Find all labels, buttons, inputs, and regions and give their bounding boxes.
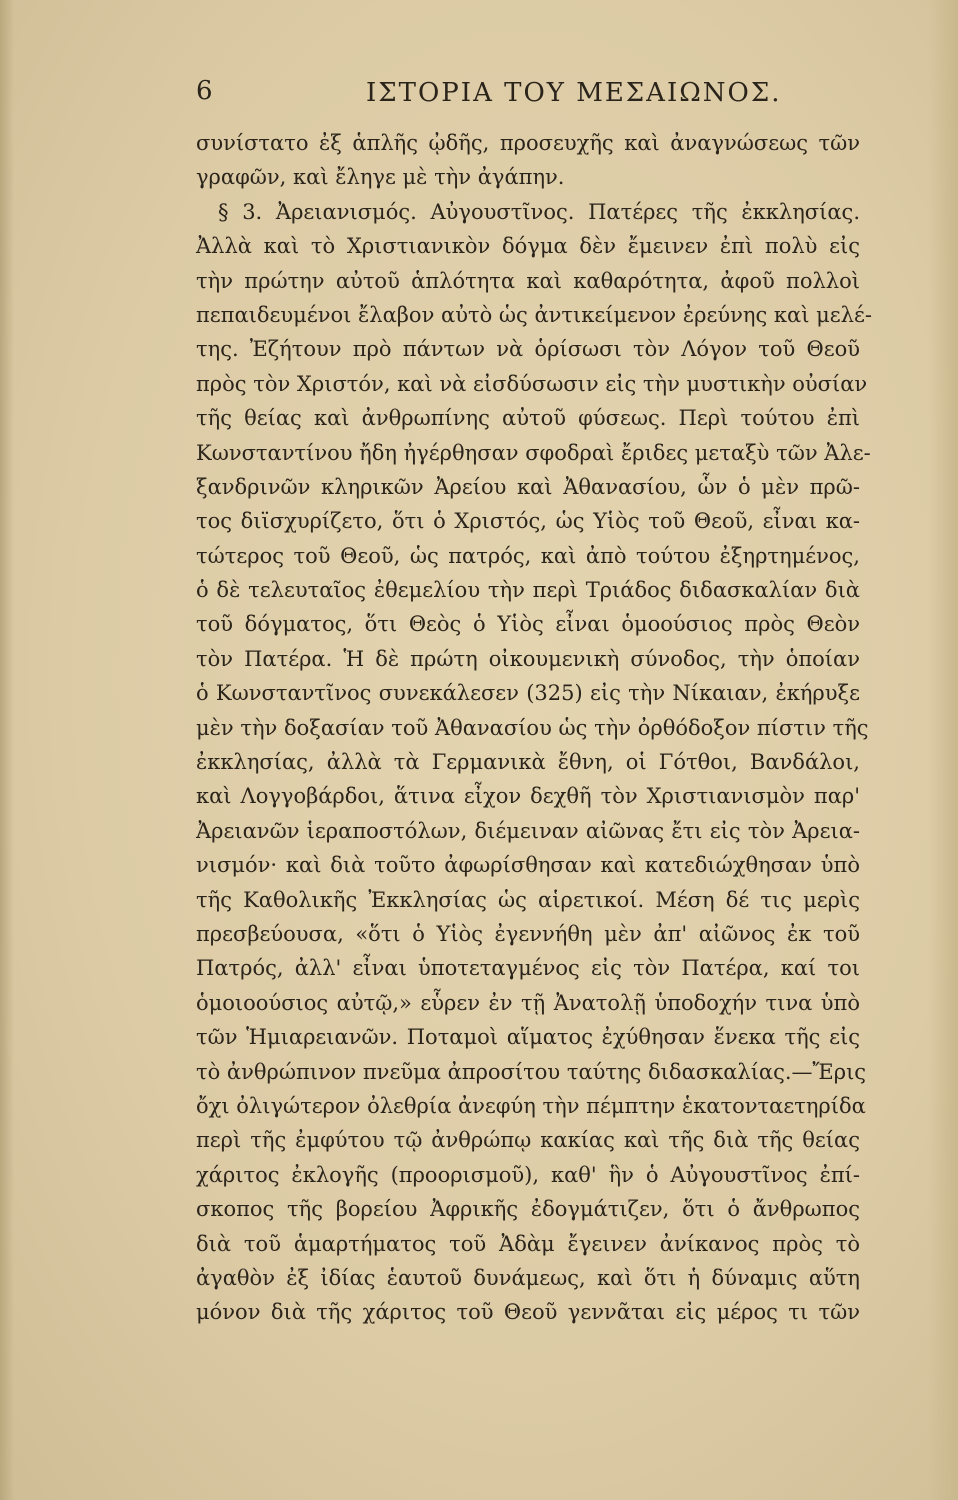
text-line: ὁμοιοούσιος αὐτῷ,» εὗρεν ἐν τῇ Ἀνατολῇ ὑποδοχήν τινα ὑπὸ — [196, 990, 860, 1015]
text-line: καὶ Λογγοβάρδοι, ἅτινα εἶχον δεχθῆ τὸν Χριστιανισμὸν παρ' — [196, 784, 860, 809]
text-line: μόνον διὰ τῆς χάριτος τοῦ Θεοῦ γεννᾶται εἰς μέρος τι τῶν — [196, 1300, 860, 1325]
text-line: Ἀρειανῶν ἱεραποστόλων, διέμειναν αἰῶνας ἔτι εἰς τὸν Ἀρεια- — [196, 818, 860, 843]
page-header — [196, 76, 858, 116]
text-line: τὸν Πατέρα. Ἡ δὲ πρώτη οἰκουμενικὴ σύνοδος, τὴν ὁποίαν — [196, 646, 860, 671]
text-line: ἐκκλησίας, ἀλλὰ τὰ Γερμανικὰ ἔθνη, οἱ Γότθοι, Βανδάλοι, — [196, 750, 860, 775]
text-line: τος διϊσχυρίζετο, ὅτι ὁ Χριστός, ὡς Υἱὸς τοῦ Θεοῦ, εἶναι κα- — [196, 509, 860, 534]
text-line: σκοπος τῆς βορείου Ἀφρικῆς ἐδογμάτιζεν, ὅτι ὁ ἄνθρωπος — [196, 1197, 860, 1222]
text-line: μὲν τὴν δοξασίαν τοῦ Ἀθανασίου ὡς τὴν ὀρθόδοξον πίστιν τῆς — [196, 715, 869, 740]
text-line: πρεσβεύουσα, «ὅτι ὁ Υἱὸς ἐγεννήθη μὲν ἀπ' αἰῶνος ἐκ τοῦ — [196, 921, 860, 946]
text-line: της. Ἐζήτουν πρὸ πάντων νὰ ὁρίσωσι τὸν Λόγον τοῦ Θεοῦ — [196, 337, 860, 362]
text-line: Κωνσταντίνου ἤδη ἠγέρθησαν σφοδραὶ ἔριδες μεταξὺ τῶν Ἀλε- — [196, 440, 871, 465]
text-line: διὰ τοῦ ἁμαρτήματος τοῦ Ἀδὰμ ἔγεινεν ἀνίκανος πρὸς τὸ — [196, 1231, 860, 1256]
running-title: ΙΣΤΟΡΙΑ ΤΟΥ ΜΕΣΑΙΩΝΟΣ. — [366, 78, 782, 108]
text-line: περὶ τῆς ἐμφύτου τῷ ἀνθρώπῳ κακίας καὶ τῆς διὰ τῆς θείας — [196, 1128, 860, 1153]
text-line: συνίστατο ἐξ ἁπλῆς ᾠδῆς, προσευχῆς καὶ ἀναγνώσεως τῶν — [196, 131, 860, 155]
text-line: Πατρός, ἀλλ' εἶναι ὑποτεταγμένος εἰς τὸν Πατέρα, καί τοι — [196, 956, 860, 981]
text-line: τὸ ἀνθρώπινον πνεῦμα ἀπροσίτου ταύτης διδασκαλίας.—Ἔρις — [196, 1059, 867, 1084]
text-line: ὁ Κωνσταντῖνος συνεκάλεσεν (325) εἰς τὴν Νίκαιαν, ἐκήρυξε — [196, 681, 860, 706]
text-line: πεπαιδευμένοι ἔλαβον αὐτὸ ὡς ἀντικείμενον ἐρεύνης καὶ μελέ- — [196, 302, 872, 327]
text-line: πρὸς τὸν Χριστόν, καὶ νὰ εἰσδύσωσιν εἰς τὴν μυστικὴν οὐσίαν — [196, 371, 868, 396]
page-right-shadow — [928, 0, 958, 1500]
text-line: Ἀλλὰ καὶ τὸ Χριστιανικὸν δόγμα δὲν ἔμεινεν ἐπὶ πολὺ εἰς — [196, 234, 860, 259]
text-line: τῆς Καθολικῆς Ἐκκλησίας ὡς αἱρετικοί. Μέση δέ τις μερὶς — [196, 887, 860, 912]
body-text — [196, 126, 872, 1330]
text-line: τῶν Ἡμιαρειανῶν. Ποταμοὶ αἵματος ἐχύθησαν ἕνεκα τῆς εἰς — [196, 1025, 860, 1050]
page-number: 6 — [196, 76, 213, 106]
text-line: γραφῶν, καὶ ἔληγε μὲ τὴν ἀγάπην. — [196, 165, 565, 190]
text-line: χάριτος ἐκλογῆς (προορισμοῦ), καθ' ἣν ὁ Αὐγουστῖνος ἐπί- — [196, 1162, 860, 1187]
page-left-shadow — [0, 0, 14, 1500]
text-line: νισμόν· καὶ διὰ τοῦτο ἀφωρίσθησαν καὶ κατεδιώχθησαν ὑπὸ — [196, 853, 860, 878]
text-line: τῆς θείας καὶ ἀνθρωπίνης αὐτοῦ φύσεως. Περὶ τούτου ἐπὶ — [196, 406, 860, 431]
text-line: τώτερος τοῦ Θεοῦ, ὡς πατρός, καὶ ἀπὸ τούτου ἐξηρτημένος, — [196, 543, 860, 568]
section-heading: § 3. Ἀρειανισμός. Αὐγουστῖνος. Πατέρες τῆς ἐκκλησίας. — [218, 199, 860, 224]
text-line: ὁ δὲ τελευταῖος ἐθεμελίου τὴν περὶ Τριάδος διδασκαλίαν διὰ — [196, 578, 860, 603]
text-line: τοῦ δόγματος, ὅτι Θεὸς ὁ Υἱὸς εἶναι ὁμοούσιος πρὸς Θεὸν — [196, 612, 860, 637]
text-line: ξανδρινῶν κληρικῶν Ἀρείου καὶ Ἀθανασίου, ὧν ὁ μὲν πρῶ- — [196, 474, 860, 499]
text-line: ὄχι ὀλιγώτερον ὀλεθρία ἀνεφύη τὴν πέμπτην ἑκατονταετηρίδα — [196, 1093, 866, 1118]
text-line: ἀγαθὸν ἐξ ἰδίας ἑαυτοῦ δυνάμεως, καὶ ὅτι ἡ δύναμις αὕτη — [196, 1265, 860, 1290]
text-line: τὴν πρώτην αὐτοῦ ἁπλότητα καὶ καθαρότητα, ἀφοῦ πολλοὶ — [196, 268, 860, 293]
